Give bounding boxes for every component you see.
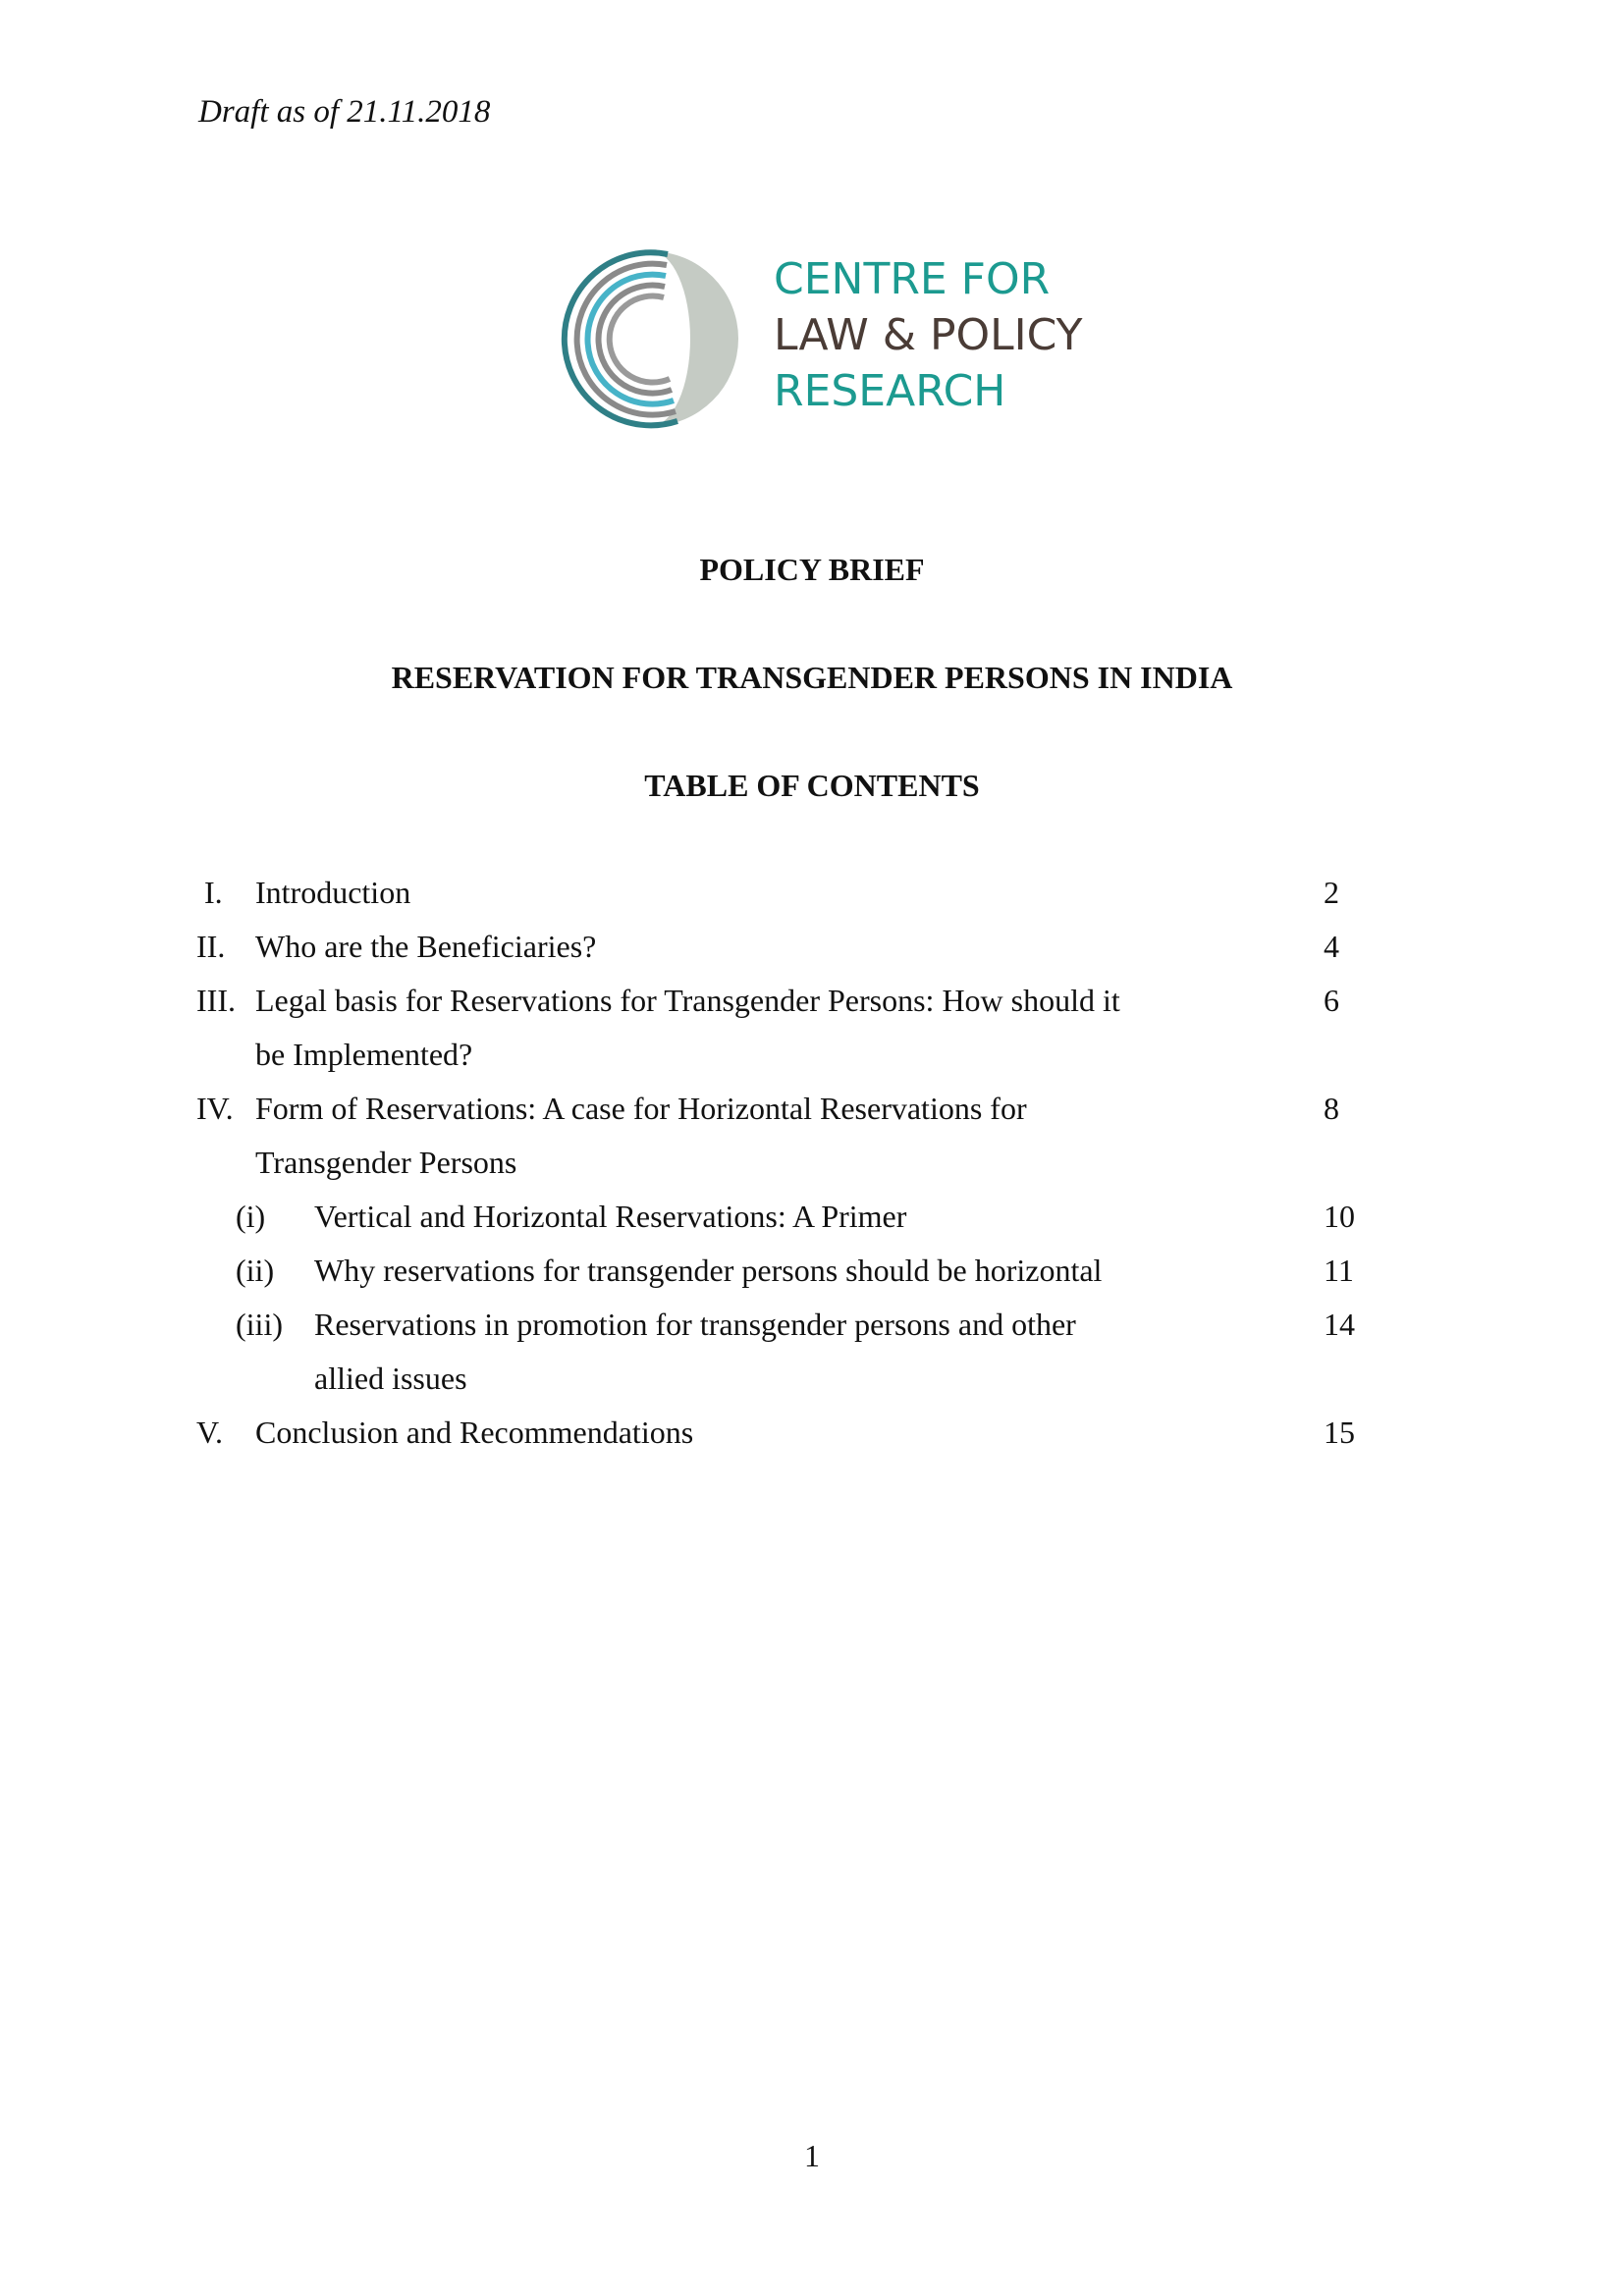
toc-item	[196, 1082, 1375, 1136]
toc-subitem-number: (iii)	[236, 1307, 283, 1342]
clpr-logo-wordmark	[774, 251, 1083, 419]
toc-item-title: Form of Reservations: A case for Horizontal Reservations for	[255, 1091, 1027, 1126]
toc-item-title: Conclusion and Recommendations	[255, 1415, 694, 1450]
toc-subitem-title: Vertical and Horizontal Reservations: A Primer	[314, 1199, 907, 1234]
toc-subitem-page: 14	[1324, 1307, 1355, 1342]
toc-item-title-continued: be Implemented?	[255, 1037, 473, 1072]
table-of-contents	[196, 866, 1375, 1460]
toc-item	[196, 866, 1375, 920]
toc-item-page: 4	[1324, 929, 1339, 964]
toc-item-title: Who are the Beneficiaries?	[255, 929, 597, 964]
toc-item	[196, 1406, 1375, 1460]
toc-item-continuation	[196, 1136, 1375, 1190]
toc-item-title-continued: Transgender Persons	[255, 1145, 517, 1180]
clpr-logo	[560, 247, 1083, 430]
toc-item-title: Introduction	[255, 875, 411, 910]
toc-subitem	[196, 1244, 1375, 1298]
document-type-heading: POLICY BRIEF	[699, 552, 925, 587]
toc-item-page: 15	[1324, 1415, 1355, 1450]
toc-item-number: II.	[196, 929, 226, 964]
toc-heading: TABLE OF CONTENTS	[644, 768, 980, 803]
logo-line-2: LAW & POLICY	[774, 310, 1083, 360]
toc-item-number: III.	[196, 983, 236, 1018]
clpr-ring-logo-icon	[560, 247, 742, 430]
document-title: RESERVATION FOR TRANSGENDER PERSONS IN INDIA	[391, 660, 1233, 695]
logo-line-3: RESEARCH	[774, 366, 1006, 416]
logo-line-1: CENTRE FOR	[774, 254, 1051, 304]
toc-item-number: V.	[196, 1415, 223, 1450]
toc-item	[196, 974, 1375, 1028]
toc-subitem-number: (ii)	[236, 1253, 275, 1288]
toc-item-number: IV.	[196, 1091, 234, 1126]
toc-subitem-number: (i)	[236, 1199, 266, 1234]
draft-date-note: Draft as of 21.11.2018	[198, 94, 491, 130]
toc-item-page: 6	[1324, 983, 1339, 1018]
toc-subitem-title: Reservations in promotion for transgender persons and other	[314, 1307, 1076, 1342]
toc-subitem-page: 10	[1324, 1199, 1355, 1234]
toc-item-page: 8	[1324, 1091, 1339, 1126]
toc-item	[196, 920, 1375, 974]
toc-item-title: Legal basis for Reservations for Transgender Persons: How should it	[255, 983, 1120, 1018]
toc-subitem-page: 11	[1324, 1253, 1354, 1288]
toc-subitem	[196, 1190, 1375, 1244]
toc-subitem	[196, 1298, 1375, 1352]
page-number: 1	[804, 2138, 820, 2173]
toc-subitem-title-continued: allied issues	[314, 1361, 467, 1396]
toc-subitem-title: Why reservations for transgender persons should be horizontal	[314, 1253, 1103, 1288]
toc-subitem-continuation	[196, 1352, 1375, 1406]
toc-item-continuation	[196, 1028, 1375, 1082]
toc-item-page: 2	[1324, 875, 1339, 910]
toc-item-number: I.	[204, 875, 223, 910]
